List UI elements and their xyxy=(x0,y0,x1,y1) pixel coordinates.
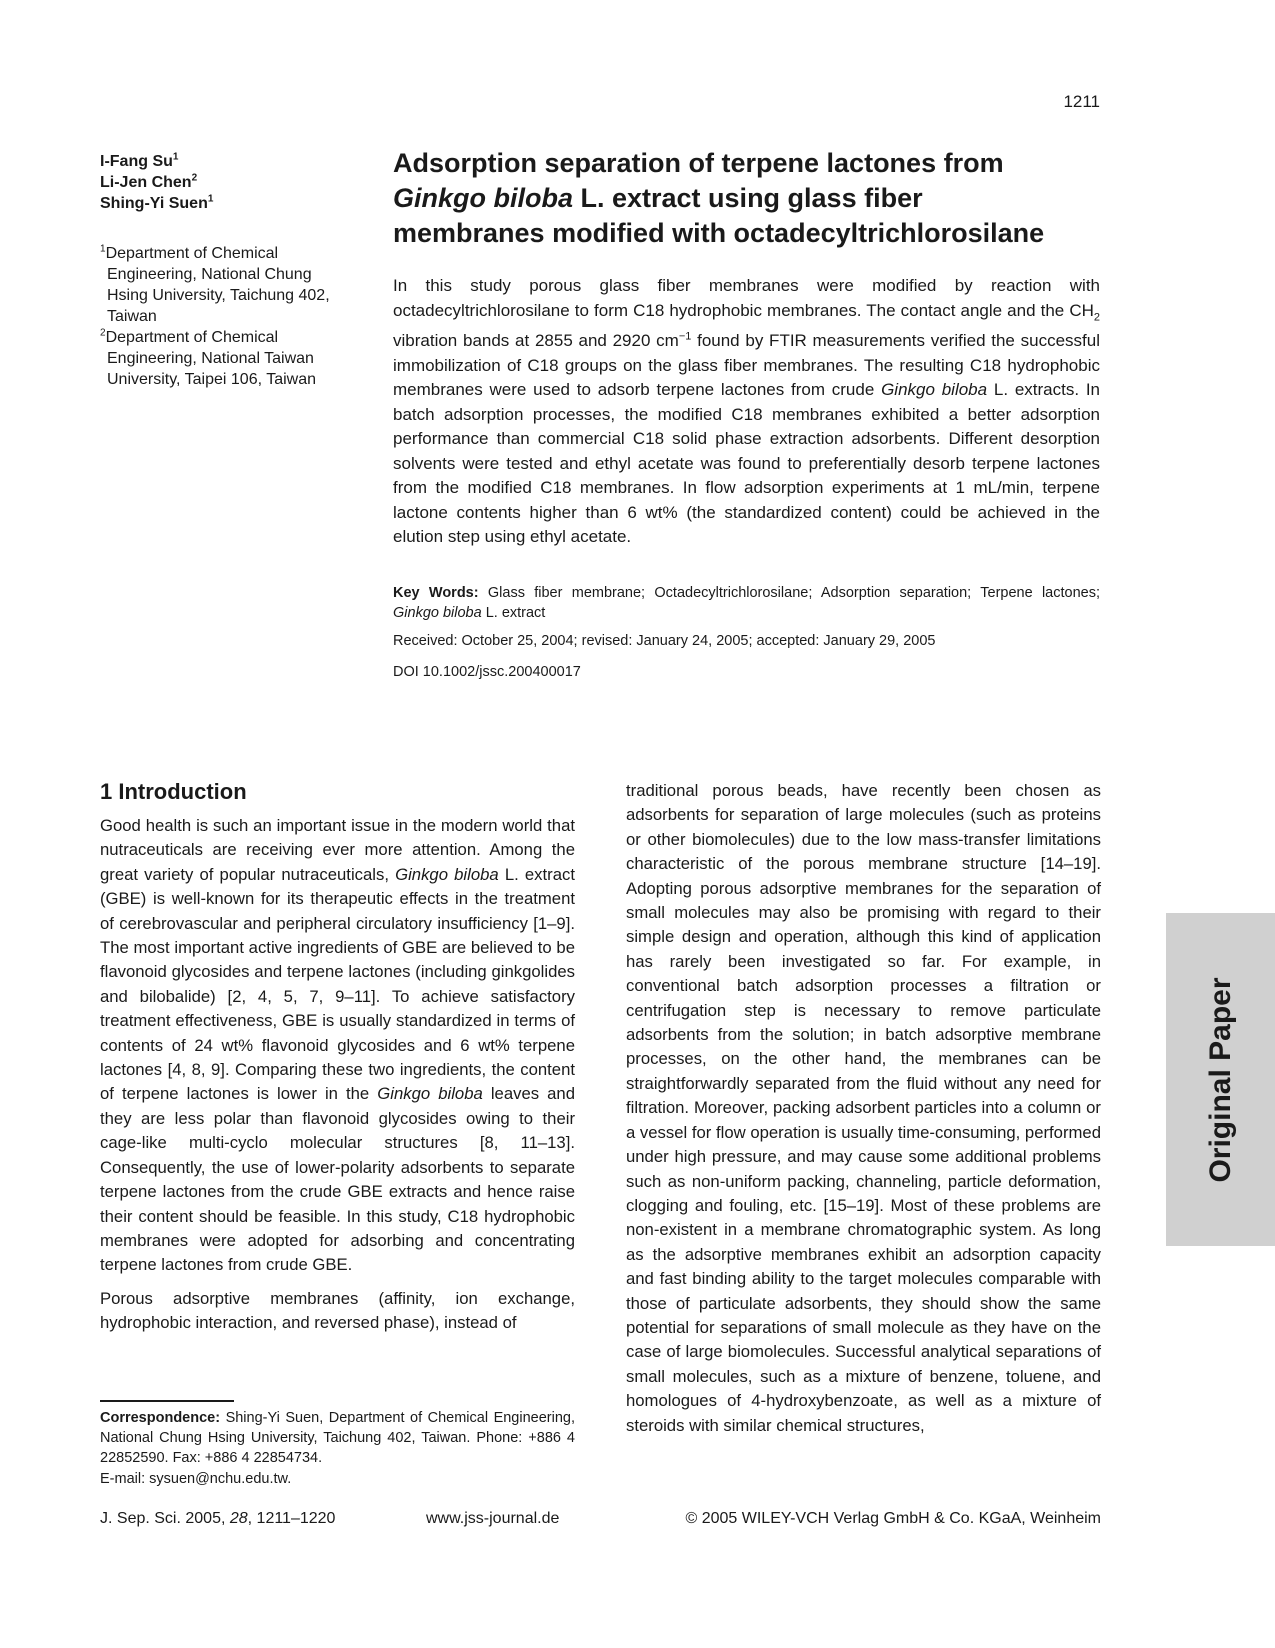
author-list xyxy=(100,151,360,214)
author: I-Fang Su$^1$ xyxy=(100,151,179,170)
paragraph: Porous adsorptive membranes (affinity, ion exchange, hydrophobic interaction, and reversed phase), instead of xyxy=(100,1288,575,1333)
paragraph: Good health is such an important issue in the modern world that nutraceuticals are receiving ever more attention. Among the great variety of popular nutraceuticals, Ginkgo biloba L. extract (GBE) is well-known for its therapeutic effects in the treatment of cerebrovascular and peripheral circulatory insufficiency [1–9]. The most important active ingredients of GBE are believed to be flavonoid glycosides and terpene lactones (including ginkgolides and bilobalide) [2, 4, 5, 7, 9–11]. To achieve satisfactory treatment effectiveness, GBE is usually standardized in terms of contents of 24 wt% flavonoid glycosides and 6 wt% terpene lactones [4, 8, 9]. Comparing these two ingredients, the content of terpene lactones is lower in the Ginkgo biloba leaves and they are less polar than flavonoid glycosides owing to their cage-like multi-cyclo molecular structures [8, 11–13]. Consequently, the use of lower-polarity adsorbents to separate terpene lactones from the crude GBE extracts and hence raise their content should be feasible. In this study, C18 hydrophobic membranes were adopted for adsorbing and concentrating terpene lactones from crude GBE. xyxy=(100,816,575,1275)
affiliation-list xyxy=(100,243,375,390)
paragraph: traditional porous beads, have recently been chosen as adsorbents for separation of large molecules (such as proteins or other biomolecules) due to the low mass-transfer limitations characteristic of the porous membrane structure [14–19]. Adopting porous adsorptive membranes for the separation of small molecules may also be promising with regard to their simple design and operation, although this kind of application has rarely been investigated so far. For example, in conventional batch adsorption processes a filtration or centrifugation step is necessary to remove particulate adsorbents from the solution; in batch adsorptive membrane processes, on the other hand, the membranes can be straightforwardly separated from the fluid without any need for filtration. Moreover, packing adsorbent particles into a column or a vessel for flow operation is usually time-consuming, performed under high pressure, and may cause some additional problems such as non-uniform packing, channeling, particle deformation, clogging and fouling, etc. [15–19]. Most of these problems are non-existent in a membrane chromatographic system. As long as the adsorptive membranes exhibit an adsorption capacity and fast binding ability to the target molecules comparable with those of particulate adsorbents, they should show the same potential for separations of small molecule as they have on the case of large biomolecules. Successful analytical separations of small molecules, such as a mixture of benzene, toluene, and homologues of 4-hydroxybenzoate, as well as a mixture of steroids with similar chemical structures, xyxy=(626,781,1101,1435)
keywords: Key Words: Glass fiber membrane; Octadecyltrichlorosilane; Adsorption separation; Terpene lactones; Ginkgo biloba L. extract xyxy=(393,585,1100,621)
article-type-tab xyxy=(1166,913,1275,1246)
received-dates: Received: October 25, 2004; revised: January 24, 2005; accepted: January 29, 2005 xyxy=(393,633,936,649)
footnote-divider xyxy=(100,1400,234,1402)
journal-url: www.jss-journal.de xyxy=(426,1510,560,1527)
paper-title: Adsorption separation of terpene lactones from Ginkgo biloba L. extract using glass fiber membranes modified with octadecyltrichlorosilane xyxy=(393,148,1045,248)
copyright: © 2005 WILEY-VCH Verlag GmbH & Co. KGaA, Weinheim xyxy=(685,1510,1101,1527)
article-type-label: Original Paper xyxy=(1203,976,1237,1183)
journal-citation: J. Sep. Sci. 2005, 28, 1211–1220 xyxy=(100,1510,336,1527)
affiliation-line: $^1$Department of Chemical xyxy=(100,243,279,262)
doi: DOI 10.1002/jssc.200400017 xyxy=(393,664,581,680)
section-heading: 1 Introduction xyxy=(100,779,247,804)
affiliation-line: Taiwan xyxy=(107,308,157,325)
correspondence-footnote: Correspondence: Shing-Yi Suen, Department of Chemical Engineering, National Chung Hsing University, Taichung 402, Taiwan. Phone: +886 4 22852590. Fax: +886 4 22854734. E-mail: sysuen@nchu.edu.tw. xyxy=(100,1410,575,1487)
affiliation-line: Hsing University, Taichung 402, xyxy=(107,287,330,304)
right-column xyxy=(626,779,1101,1447)
affiliation-line: $^2$Department of Chemical xyxy=(100,327,279,346)
left-column xyxy=(100,814,575,1345)
page-number: 1211 xyxy=(1063,92,1100,111)
author: Li-Jen Chen$^2$ xyxy=(100,172,198,191)
affiliation-line: Engineering, National Chung xyxy=(107,266,312,283)
abstract: In this study porous glass fiber membranes were modified by reaction with octadecyltrichlorosilane to form C18 hydrophobic membranes. The contact angle and the $CH_2$ vibration bands at 2855 and 2920 $cm^{-1}$ found by FTIR measurements verified the successful immobilization of C18 groups on the glass fiber membranes. The resulting C18 hydrophobic membranes were used to adsorb terpene lactones from crude Ginkgo biloba L. extracts. In batch adsorption processes, the modified C18 membranes exhibited a better adsorption performance than commercial C18 solid phase extraction adsorbents. Different desorption solvents were tested and ethyl acetate was found to preferentially desorb terpene lactones from the modified C18 membranes. In flow adsorption experiments at 1 mL/min, terpene lactone contents higher than 6 wt% (the standardized content) could be achieved in the elution step using ethyl acetate. xyxy=(393,276,1101,547)
affiliation-line: Engineering, National Taiwan xyxy=(107,350,314,367)
author: Shing-Yi Suen$^1$ xyxy=(100,193,214,212)
affiliation-line: University, Taipei 106, Taiwan xyxy=(107,371,316,388)
